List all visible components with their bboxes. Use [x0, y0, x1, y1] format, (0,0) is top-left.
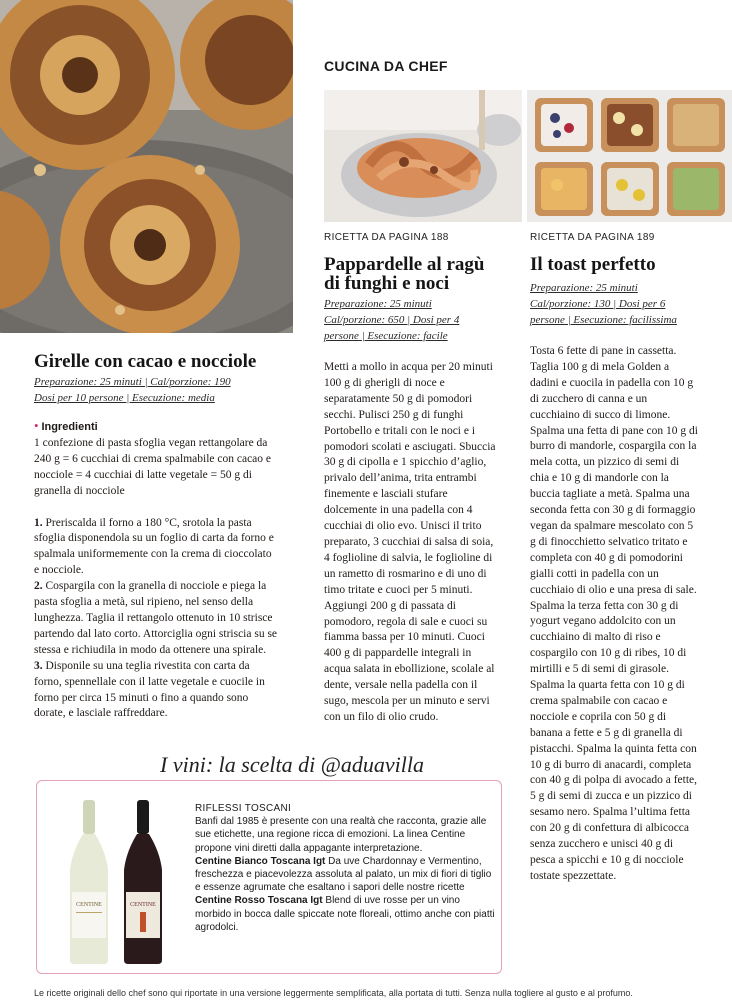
recipe-right-title: Il toast perfetto — [530, 254, 656, 275]
step-1: 1. Preriscalda il forno a 180 °C, srotola la pasta sfoglia disponendola su un foglio di carta da forno e spalmala uniformemente con la crema di cioccolato e nocciole. — [34, 516, 274, 577]
wine-2: Centine Rosso Toscana Igt Blend di uve rosse per un vino morbido in bocca dalle spiccate note floreali, ottimo anche con piatti agrodolci. — [195, 895, 495, 933]
footer-note: Le ricette originali dello chef sono qui riportate in una versione leggermente semplificata, alla portata di tutti. Senza nulla togliere al gusto e al profumo. — [34, 988, 633, 998]
section-title: CUCINA DA CHEF — [324, 58, 448, 74]
bullet-icon: • — [34, 418, 39, 433]
recipe-right-text: Tosta 6 fette di pane in cassetta. Taglia 100 g di mela Golden a dadini e cuocila in padella con 10 g di zucchero di canna e un cucchiaino di succo di limone. Spalma una fetta di pane con 10 g di burro di mandorle, cospargila con la mela cotta, un pizzico di semi di chia e 10 g di mandorle con la buccia tagliate a metà. Spalma una seconda fetta con 30 g di formaggio vegan da spalmare mescolato con 5 g di finocchietto selvatico tritato e completa con 40 g di pomodorini gialli cotti in padella con un cucchiaio di olio e una presa di sale. Spalma la terza fetta con 30 g di yogurt vegano addolcito con un cucchiaino di malto di riso e cospargilo con 10 g di ribes, 10 di mirtilli e 5 di semi di girasole. Spalma la quarta fetta con 10 g di crema spalmabile con cacao e nocciole e coprila con 50 g di banana a fette e 5 g di granella di pistacchi. Spalma la quinta fetta con 10 g di burro di anacardi, completa con 40 g di polpa di avocado a fette, 5 g di semi di zucca e un pizzico di sesamo nero. Spalma l’ultima fetta con 20 g di confettura di albicocca senza zucchero e unisci 40 g di pesca a spicchi e 10 g di nocciole tostate spezzettate. — [530, 345, 698, 882]
recipe-middle-title: Pappardelle al ragù di funghi e noci — [324, 254, 485, 294]
red-label-text: CENTINE — [130, 902, 156, 908]
white-label-text: CENTINE — [76, 902, 102, 908]
step-2: 2. Cospargila con la granella di nocciole e piega la pasta sfoglia a metà, sul ripieno, nel senso della lunghezza. Taglia il rettangolo ottenuto in 10 strisce partendo dal lato corto. Attorciglia ogni striscia su se stessa e richiudila in modo da ottenere una spirale. — [34, 580, 278, 656]
recipe-right-meta: Preparazione: 25 minuti Cal/porzione: 130 | Dosi per 6 persone | Esecuzione: facilissima — [530, 282, 677, 326]
recipe-left-body — [34, 418, 278, 722]
wine-intro: Banfi dal 1985 è presente con una realtà che racconta, grazie alle sue etichette, una regione ricca di emozioni. La linea Centine propone vini diretti dalla appagante interpretazione. — [195, 816, 487, 854]
recipe-middle-ref: RICETTA DA PAGINA 188 — [324, 232, 449, 243]
girelle-photo — [0, 0, 293, 333]
wine-title: RIFLESSI TOSCANI — [195, 803, 292, 814]
ingredients-text: 1 confezione di pasta sfoglia vegan rettangolare da 240 g = 6 cucchiai di crema spalmabile con cacao e nocciole = 4 cucchiai di latte vegetale = 50 g di granella di nocciole — [34, 436, 272, 497]
step-3: 3. Disponile su una teglia rivestita con carta da forno, spennellale con il latte vegetale e cuocile in forno per circa 15 minuti o fino a quando sono dorate, e lasciale raffreddare. — [34, 659, 265, 720]
recipe-left-title: Girelle con cacao e nocciole — [34, 351, 257, 372]
white-wine-bottle — [64, 800, 114, 964]
recipe-middle-text: Metti a mollo in acqua per 20 minuti 100 g di gherigli di noce e separatamente 50 g di pomodori secchi. Pulisci 250 g di funghi Portobello e tritali con le noci e i pomodori scolati e asciugati. Sbuccia 30 g di cipolla e 1 spicchio d’aglio, privalo dell’anima, trita entrambi finemente e lasciali stufare dolcemente in una padella con 4 cucchiai di olio evo. Unisci il trito preparato, 3 cucchiai di salsa di soia, 4 foglioline di salvia, le foglioline di un rametto di rosmarino e di uno di timo tritate e cuoci per 5 minuti. Aggiungi 200 g di passata di pomodoro, regola di sale e cuoci su fiamma bassa per 10 minuti. Cuoci 400 g di pappardelle integrali in acqua salata in ebollizione, scolale al dente, versale nella padella con il sugo, mescola per un minuto e servi con un filo di olio crudo. — [324, 361, 496, 723]
recipe-middle-meta: Preparazione: 25 minuti Cal/porzione: 650 | Dosi per 4 persone | Esecuzione: facile — [324, 298, 460, 342]
red-wine-bottle — [118, 800, 168, 964]
wine-description — [195, 802, 495, 934]
wine-1: Centine Bianco Toscana Igt Da uve Chardonnay e Vermentino, freschezza e piacevolezza assoluta al palato, un mix di fiori di tiglio e essenze agrumate che esaltano i sapori delle nostre ricette — [195, 855, 492, 894]
pappardelle-photo — [324, 90, 522, 222]
recipe-right-ref: RICETTA DA PAGINA 189 — [530, 232, 655, 243]
recipe-left-meta: Preparazione: 25 minuti | Cal/porzione: 190 Dosi per 10 persone | Esecuzione: media — [34, 376, 231, 404]
ingredients-heading: • Ingredienti — [34, 418, 98, 433]
wine-heading: I vini: la scelta di @aduavilla — [160, 752, 425, 777]
toast-photo — [527, 90, 732, 222]
